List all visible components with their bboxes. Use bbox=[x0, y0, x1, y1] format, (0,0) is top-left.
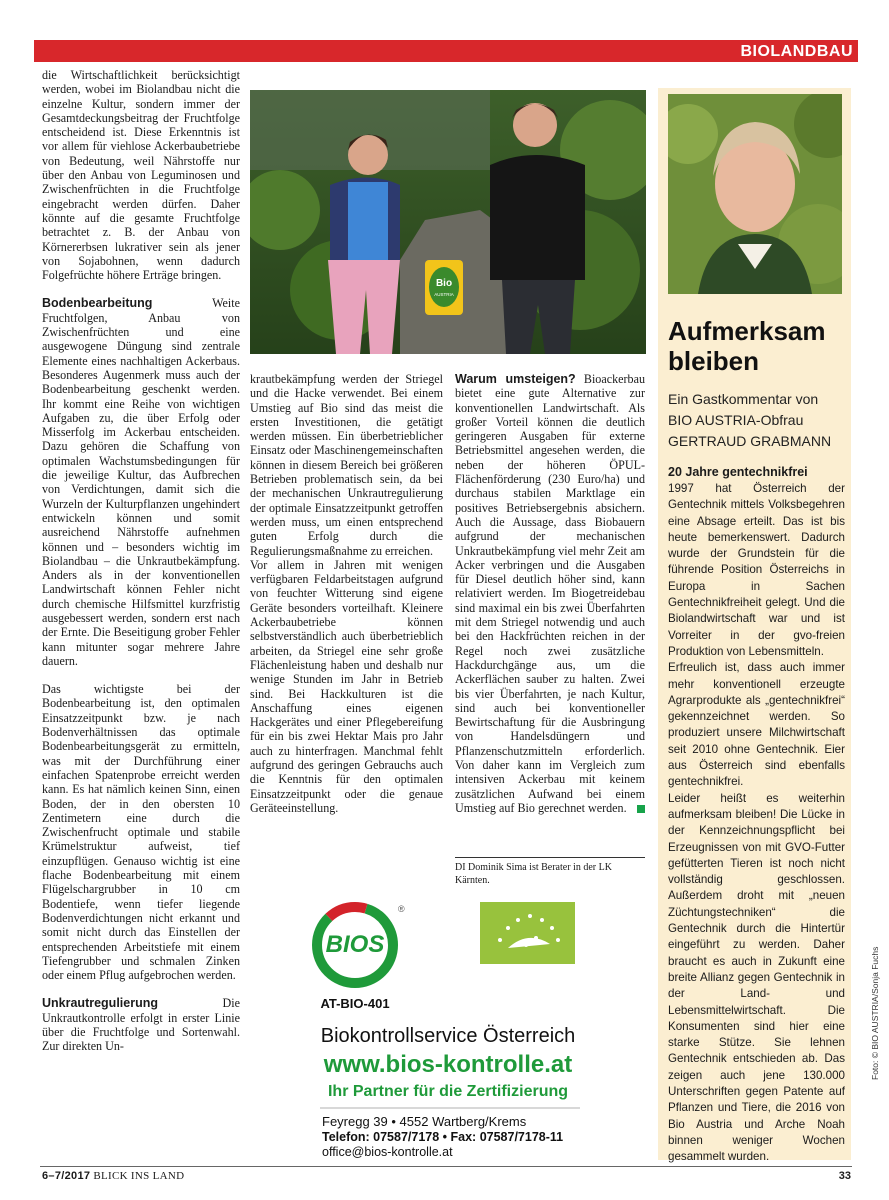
issue-number: 6–7/2017 bbox=[42, 1170, 91, 1182]
paragraph bbox=[455, 372, 645, 815]
bios-advertisement bbox=[250, 890, 646, 1158]
magazine-name: BLICK INS LAND bbox=[93, 1170, 185, 1182]
bios-code: AT-BIO-401 bbox=[320, 996, 390, 1011]
comment-body bbox=[668, 481, 845, 1165]
page-number: 33 bbox=[838, 1170, 851, 1182]
footer-divider bbox=[40, 1166, 852, 1167]
article-column-1 bbox=[42, 68, 240, 1068]
sign-text-austria: AUSTRIA bbox=[434, 292, 454, 297]
address: Feyregg 39 • 4552 Wartberg/Krems bbox=[322, 1114, 527, 1129]
comment-paragraph: Leider heißt es weiterhin aufmerksam bleiben! Die Lücke in der Kennzeichnungspflicht bei Erzeugnissen von mit GVO-Futter gefütterten Tieren ist noch nicht vollständig geschlossen. Außerdem droht mit „neuen Züchtungstechniken“ die Gentechnik durch die Hintertür eingeführt zu werden. Daher braucht es auch in Zukunft eine breite Allianz gegen Gentechnik in der Land- und Lebensmittelwirtschaft. Die Konsumenten sind hier eine starke Stütze. Sie lehnen Gentechnik entschieden ab. Das zeigen auch jene 130.000 Unterschriften gegen Patente auf Pflanzen und Tiere, die 2016 von Bio Austria und Arche Noah binnen weniger Wochen gesammelt wurden. bbox=[668, 791, 845, 1164]
bios-logo-text: BIOS bbox=[325, 931, 385, 958]
tagline: Ihr Partner für die Zertifizierung bbox=[327, 1083, 569, 1100]
comment-byline bbox=[668, 389, 848, 452]
subheading-bodenbearbeitung: Bodenbearbeitung bbox=[42, 296, 153, 311]
article-end-mark bbox=[637, 805, 645, 813]
paragraph bbox=[42, 996, 240, 1053]
registered-mark: ® bbox=[398, 904, 405, 914]
bios-ad-graphic bbox=[250, 890, 646, 1158]
portrait-woman-icon bbox=[668, 94, 842, 294]
subheading-warum-umsteigen: Warum umsteigen? bbox=[455, 372, 576, 386]
paragraph: die Wirtschaftlichkeit berücksichtigt werden, wobei im Biolandbau nicht die einzelne Kultur, sondern immer der Gesamtdeckungsbeitrag der Fruchtfolge entscheidend ist. Diese Erkenntnis ist vor allem für viehlose Ackerbaubetriebe von Bedeutung, weil Nährstoffe nur über den Anbau von Leguminosen und Zwischenfrüchten in die Fruchtfolge eingebracht werden dürfen. Daher könnte auf die gesamte Fruchtfolge betrachtet z. B. der Anbau von Körnererbsen lukrativer sein als jener von Sojabohnen, wenn dadurch Folgefrüchte höhere Erträge bringen. bbox=[42, 68, 240, 283]
comment-subheading: 20 Jahre gentechnikfrei bbox=[668, 465, 808, 479]
page-top-margin bbox=[0, 0, 889, 40]
author-note: DI Dominik Sima ist Berater in der LK Kärnten. bbox=[455, 862, 612, 886]
comment-paragraph: Erfreulich ist, dass auch immer mehr konventionell erzeugte Agrarprodukte als „gentechnikfrei“ gekennzeichnet werden. So produziert unsere Milchwirtschaft seit 2010 ohne Gentechnik. Eier aus Österreich sind ebenfalls gentechnikfrei. bbox=[668, 661, 845, 789]
paragraph: Das wichtigste bei der Bodenbearbeitung ist, den optimalen Einsatzzeitpunkt bzw. je nach Bodenverhältnissen das optimale Bodenbearbeitungsgerät zu ermitteln, was mit der Durchführung einer einfachen Spatenprobe erreicht werden kann. Es hat nämlich keinen Sinn, einen Boden, der in den obersten 10 Zentimetern eine durch die Zwischenfrucht optimale und stabile Krümelstruktur aufweist, tief einzupflügen. Genauso wichtig ist eine flache Bodenbearbeitung mit einem Flügelschargrubber in 10 cm Bodentiefe, wenn tiefer liegende Bodenverdichtungen nicht erkannt und somit nicht durch das Einstellen der entsprechenden Arbeitstiefe mit einem Tiefengrubber und schmalen Zinken oder einem Pflug aufgebrochen werden. bbox=[42, 682, 240, 983]
email: office@bios-kontrolle.at bbox=[322, 1145, 453, 1158]
byline-line-1: Ein Gastkommentar von bbox=[668, 391, 819, 407]
footer-issue bbox=[42, 1170, 184, 1182]
phone-fax: Telefon: 07587/7178 • Fax: 07587/7178-11 bbox=[322, 1130, 564, 1144]
paragraph-text: Weite Fruchtfolgen, Anbau von Zwischenfrüchten und eine ausgewogene Düngung sind zentrale Elemente eines nachhaltigen Ackerbaus. Besonderes Augenmerk muss auch der Bodenbearbeitung geschenkt werden. Ihr kommt eine Reihe von wichtigen Aufgaben zu, die über Erfolg oder Misserfolg im Ackerbau entscheiden. Dazu gehören die Schaffung von optimalen Wachstumsbedingungen für die jeweilige Kultur, das Aufbrechen von Verdichtungen, damit sich die Wurzeln der Kulturpflanzen ungehindert entwickeln können und somit ausreichend Nährstoffe aufnehmen können und – besonders wichtig im Biolandbau – die Unkrautbekämpfung. Anders als in der konventionellen Landwirtschaft können Fehler nicht durch chemische Hilfsmittel kurzfristig ausgebessert werden, sondern erst nach der Ernte. Die Beseitigung grober Fehler kann mitunter sogar mehrere Jahre dauern. bbox=[42, 296, 240, 668]
subheading-unkrautregulierung: Unkrautregulierung bbox=[42, 996, 158, 1011]
sign-text-bio: Bio bbox=[435, 278, 453, 289]
byline-line-2: BIO AUSTRIA-Obfrau bbox=[668, 412, 804, 428]
paragraph-text: Bioackerbau bietet eine gute Alternative zur konventionellen Landwirtschaft. Als großer Vorteil können die deutlich geringeren Ausgaben für externe Betriebsmittel angesehen werden, die neben der höheren ÖPUL-Flächenförderung (230 Euro/ha) und durchaus stabilen Marktlage ein positives Betriebsergebnis absichern. Auch die Aussage, dass Biobauern aufgrund der mechanischen Unkrautbekämpfung viel mehr Zeit am Acker verbringen und die Ausgaben für Diesel deutlich höher sind, kann relativiert werden. Im Biogetreidebau sind maximal ein bis zwei Überfahrten mit dem Striegel notwendig und auch bei den Hackfrüchten reichen in der Regel noch zwei zusätzliche Hackdurchgänge aus, um die Ackerflächen sauber zu halten. Zwei bis vier Überfahrten, je nach Kultur, sind auch bei konventioneller Bewirtschaftung für die Ausbringung von Handelsdüngern und Pflanzenschutzmitteln erforderlich. Von daher kann im Vergleich zum intensiven Ackerbau mit keinem zusätzlichen Aufwand bei einem Umstieg auf Bio gerechnet werden. bbox=[455, 372, 645, 815]
article-column-3 bbox=[455, 372, 645, 829]
comment-title: Aufmerksam bleiben bbox=[668, 316, 826, 376]
section-label: BIOLANDBAU bbox=[740, 43, 853, 60]
paragraph: Vor allem in Jahren mit wenigen verfügbaren Feldarbeitstagen aufgrund von feuchter Witterung sind eigene Geräte besonders vorteilhaft. Kleinere Ackerbaubetriebe können selbstverständlich auch überbetrieblich arbeiten, da Striegel eine sehr große Flächenleistung haben und deshalb nur wenige Stunden im Jahr in Betrieb sind. Bei Hackkulturen ist die Anschaffung eines eigenen Hackgerätes und einer Pflegebereifung für ein bis zwei Hektar Mais pro Jahr auch zu hinterfragen. Manchmal fehlt aufgrund des geringen Gebrauchs auch die Kenntnis für den optimalen Einsatzzeitpunkt oder die genaue Geräteeinstellung. bbox=[250, 557, 443, 815]
article-column-2 bbox=[250, 372, 443, 829]
website: www.bios-kontrolle.at bbox=[323, 1051, 573, 1078]
portrait-photo bbox=[668, 94, 842, 294]
photo-two-people-with-bio-austria-sign bbox=[250, 90, 646, 354]
eu-organic-logo-icon bbox=[480, 902, 575, 964]
author-divider bbox=[455, 857, 645, 858]
paragraph-text: Die Unkrautkontrolle erfolgt in erster Linie über die Fruchtfolge und Sortenwahl. Zur direkten Un- bbox=[42, 996, 240, 1054]
company-name: Biokontrollservice Österreich bbox=[320, 1025, 576, 1047]
section-bar bbox=[34, 40, 858, 62]
comment-paragraph: 1997 hat Österreich der Gentechnik mittels Volksbegehren eine Absage erteilt. Das ist bis heute bemerkenswert. Dadurch wurde der Grundstein für die führende Position Österreichs in Europa in Sachen Gentechnikfreiheit gelegt. Und die Biolandwirtschaft war und ist Vorreiter in der gvo-freien Produktion von Lebensmitteln. bbox=[668, 482, 845, 658]
paragraph: krautbekämpfung werden der Striegel und die Hacke verwendet. Bei einem Umstieg auf Bio sind das meist die ersten Investitionen, die getätigt werden müssen. Ein überbetrieblicher Einsatz oder Maschinengemeinschaften können in diesem Bereich bei größeren Betrieben problematisch sein, da bei der mechanischen Unkrautregulierung der optimale Einsatzzeitpunkt getroffen werden muss, um einen entsprechend guten Erfolg durch die Regulierungsmaßnahme zu erreichen. bbox=[250, 372, 443, 558]
photo-credit: Foto: © BIO AUSTRIA/Sonja Fuchs bbox=[870, 946, 880, 1080]
byline-line-3: GERTRAUD GRABMANN bbox=[668, 433, 832, 449]
paragraph bbox=[42, 296, 240, 668]
article-photo bbox=[250, 90, 646, 354]
